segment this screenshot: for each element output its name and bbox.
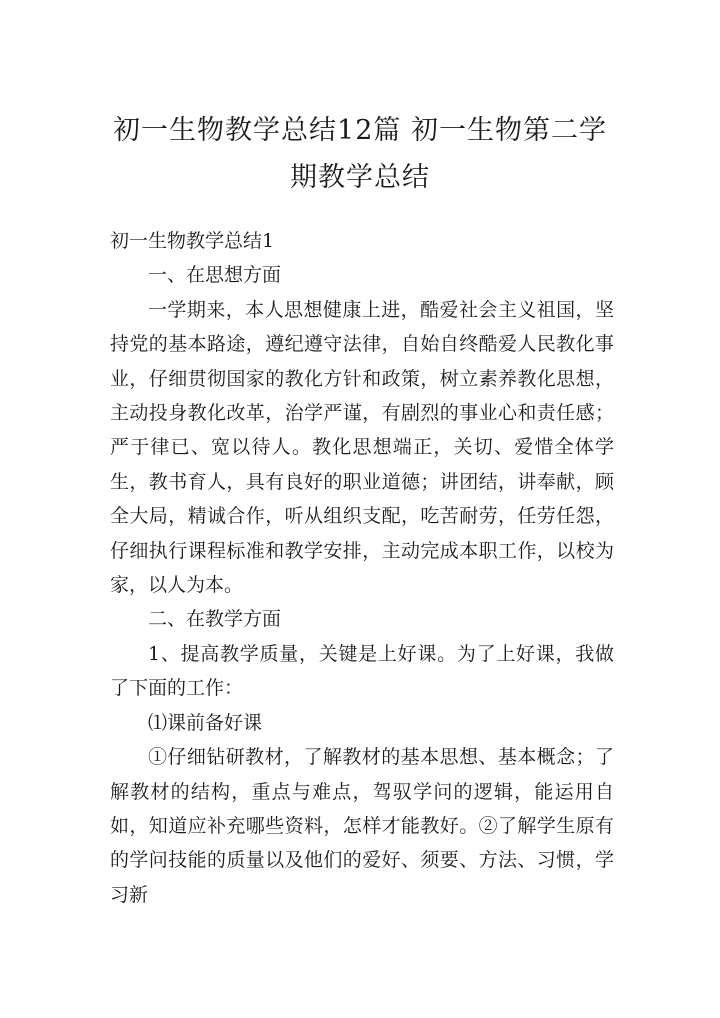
document-title-line-1: 初一生物教学总结12篇 初一生物第二学: [113, 115, 607, 146]
body-paragraph: 1、提高教学质量，关键是上好课。为了上好课，我做了下面的工作：: [110, 642, 614, 700]
subsection-heading: 一、在思想方面: [148, 264, 282, 287]
document-body: [110, 224, 614, 912]
body-paragraph: 一学期来，本人思想健康上进，酷爱社会主义祖国，坚持党的基本路途，遵纪遵守法律，自始自终酷爱人民教化事业，仔细贯彻国家的教化方针和政策，树立素养教化思想，主动投身教化改革，治学严谨，有剧烈的事业心和责任感；严于律已、宽以待人。教化思想端正，关切、爱惜全体学生，教书育人，具有良好的职业道德；讲团结，讲奉献，顾全大局，精诚合作，听从组织支配，吃苦耐劳，任劳任怨，仔细执行课程标准和教学安排，主动完成本职工作，以校为家，以人为本。: [110, 298, 614, 597]
subsection-heading: 二、在教学方面: [148, 608, 282, 631]
list-heading: ⑴课前备好课: [148, 711, 263, 734]
section-heading: 初一生物教学总结1: [110, 230, 275, 252]
document-title-line-2: 期教学总结: [290, 162, 430, 193]
body-paragraph: ①仔细钻研教材，了解教材的基本思想、基本概念；了解教材的结构，重点与难点，驾驭学问的逻辑，能运用自如，知道应补充哪些资料，怎样才能教好。②了解学生原有的学问技能的质量以及他们的爱好、须要、方法、习惯，学习新: [110, 746, 614, 906]
